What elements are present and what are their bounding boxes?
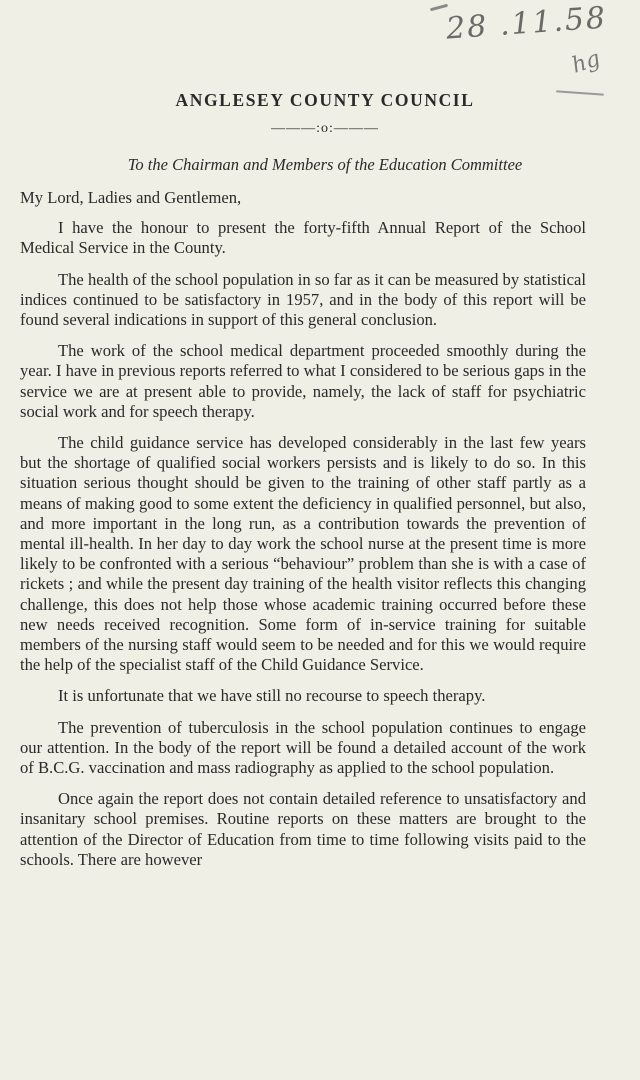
paragraph: The work of the school medical department proceeded smoothly during the year. I have in previous reports referred to what I considered to be serious gaps in the service we are at present able to provide, namely, the lack of staff for psychiatric social work and for speech therapy. [20, 341, 586, 421]
paragraph: Once again the report does not contain detailed reference to unsatisfactory and insanitary school premises. Routine reports on these matters are brought to the attention of the Director of Education from time to time following visits paid to the schools. There are however [20, 789, 586, 869]
paragraph: I have the honour to present the forty-fifth Annual Report of the School Medical Service in the County. [20, 218, 586, 258]
paragraph: The child guidance service has developed considerably in the last few years but the shortage of qualified social workers persists and is likely to do so. In this situation serious thought should be given to the training of other staff partly as a means of making good to some extent the deficiency in qualified personnel, but also, and more important in the long run, as a contribution towards the prevention of mental ill-health. In her day to day work the school nurse at the present time is more likely to be confronted with a serious “behaviour” problem than she is with a case of rickets ; and while the present day training of the health visitor reflects this changing challenge, this does not help those whose academic training occurred before these new needs received recognition. Some form of in-service training for suitable members of the nursing staff would seem to be needed and for this we would require the help of the specialist staff of the Child Guidance Service. [20, 433, 586, 675]
separator: ———:o:——— [271, 121, 379, 136]
council-heading: ANGLESEY COUNTY COUNCIL [175, 90, 475, 110]
paragraph: It is unfortunate that we have still no recourse to speech therapy. [58, 686, 486, 706]
handwritten-initials: hg [568, 46, 604, 79]
paragraph: The health of the school population in so far as it can be measured by statistical indices continued to be satisfactory in 1957, and in the body of this report will be found several indications in support of this general conclusion. [20, 269, 586, 330]
addressee-line: To the Chairman and Members of the Education Committee [127, 155, 523, 174]
salutation: My Lord, Ladies and Gentlemen, [20, 188, 242, 207]
paragraph: The prevention of tuberculosis in the school population continues to engage our attention. In the body of the report will be found a detailed account of the work of B.C.G. vaccination and mass radiography as applied to the school population. [20, 717, 586, 778]
pencil-mark [430, 4, 448, 12]
handwritten-date: 28 .11.58 [444, 0, 609, 47]
letter-body [20, 188, 586, 881]
